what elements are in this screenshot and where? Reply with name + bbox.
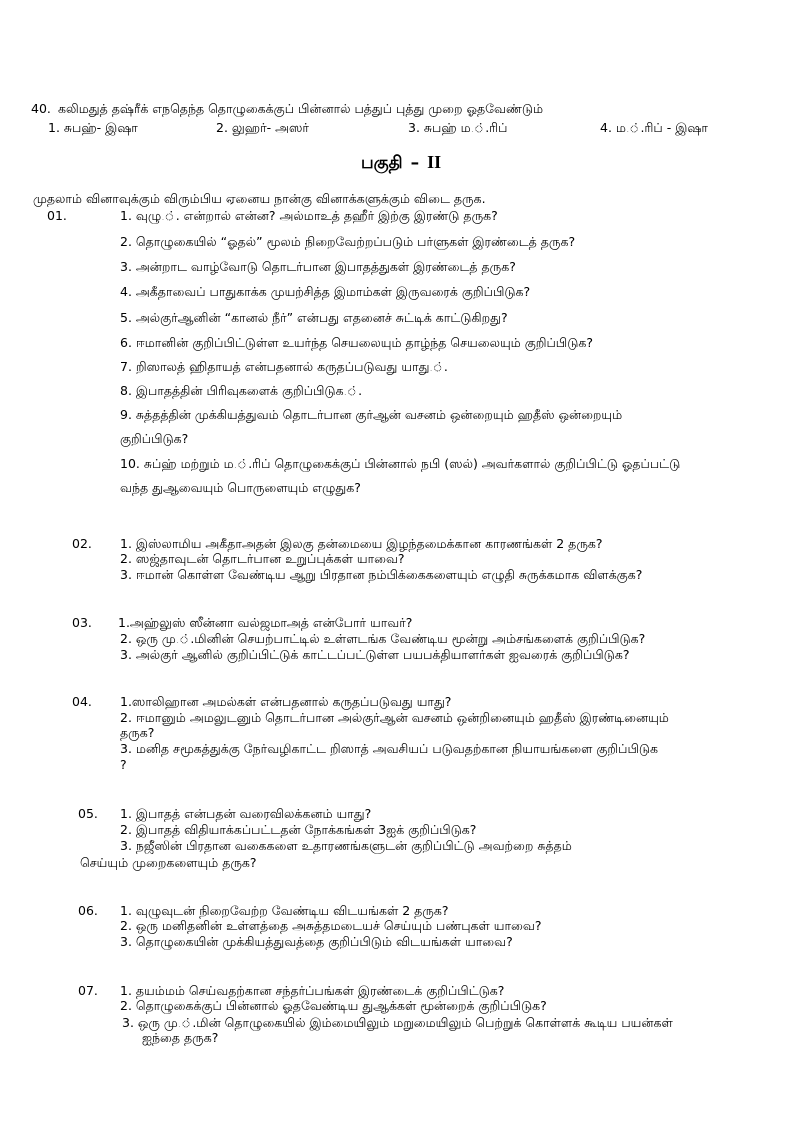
question-item: 10. சுப்ஹ் மற்றும் ம.்.ரிப் தொழுகைக்குப் பின்னால் நபி (ஸல்) அவர்களால் குறிப்பிட்டு ஓதப்பட்டு	[120, 456, 681, 471]
section-roman: II	[427, 152, 442, 172]
question-item: 3. தொழுகையின் முக்கியத்துவத்தை குறிப்பிடும் விடயங்கள் யாவை?	[120, 934, 513, 949]
question-item: 1. இபாதத் என்பதன் வரைவிலக்கனம் யாது?	[120, 806, 372, 821]
question-item: 4. அகீதாவைப் பாதுகாக்க முயற்சித்த இமாம்கள் இருவரைக் குறிப்பிடுக?	[120, 284, 531, 299]
question-number: 02.	[72, 536, 92, 551]
question-item-continuation: தருக?	[120, 725, 155, 740]
question-item: 8. இபாதத்தின் பிரிவுகளைக் குறிப்பிடுக.்.	[120, 383, 363, 398]
question-item: 2. ஸஜ்தாவுடன் தொடர்பான உறுப்புக்கள் யாவை?	[120, 551, 405, 566]
question-number: 01.	[47, 208, 67, 223]
question-item: 1.அஹ்லுஸ் ஸீன்னா வல்ஜமாஅத் என்போர் யாவர்?	[118, 615, 413, 630]
question-number: 04.	[72, 694, 92, 709]
question-item: 3. ஒரு மு.்.மின் தொழுகையில் இம்மையிலும் மறுமையிலும் பெற்றுக் கொள்ளக் கூடிய பயன்கள்	[122, 1015, 673, 1030]
question-item: 1.ஸாலிஹான அமல்கள் என்பதனால் கருதப்படுவது யாது?	[120, 694, 452, 709]
option-1: 1. சுபஹ்- இஷா	[48, 120, 138, 135]
section-dash: –	[410, 153, 420, 173]
question-item: 7. றிஸாலத் ஹிதாயத் என்பதனால் கருதப்படுவது யாது.்.	[120, 359, 448, 374]
option-4: 4. ம.்.ரிப் - இஷா	[600, 120, 708, 135]
question-number: 06.	[78, 903, 98, 918]
question-item: 2. ஒரு மனிதனின் உள்ளத்தை அசுத்தமடையச் செய்யும் பண்புகள் யாவை?	[120, 918, 542, 933]
question-item: 1. இஸ்லாமிய அகீதாஅதன் இலகு தன்மையை இழந்தமைக்கான காரணங்கள் 2 தருக?	[120, 536, 603, 551]
option-2: 2. லுஹர்- அஸர்	[216, 120, 309, 135]
question-item: 1. வுழுவுடன் நிறைவேற்ற வேண்டிய விடயங்கள் 2 தருக?	[120, 903, 449, 918]
question-item: 5. அல்குர்ஆனின் “கானல் நீர்” என்பது எதனைச் சுட்டிக் காட்டுகிறது?	[120, 310, 508, 325]
question-number: 03.	[72, 615, 92, 630]
question-item: 2. ஒரு மு.்.மினின் செயற்பாட்டில் உள்ளடங்க வேண்டிய மூன்று அம்சங்களைக் குறிப்பிடுக?	[120, 631, 646, 646]
question-item: 2. இபாதத் விதியாக்கப்பட்டதன் நோக்கங்கள் 3ஐக் குறிப்பிடுக?	[120, 822, 477, 837]
question-item: 9. சுத்தத்தின் முக்கியத்துவம் தொடர்பான குர்ஆன் வசனம் ஒன்றையும் ஹதீஸ் ஒன்றையும்	[120, 407, 623, 422]
question-item: 2. தொழுகைக்குப் பின்னால் ஓதவேண்டிய துஆக்கள் மூன்றைக் குறிப்பிடுக?	[120, 998, 547, 1013]
question-text: கலிமதுத் தஷ்ரீக் எநதெந்த தொழுகைக்குப் பின்னால் பத்துப் புத்து முறை ஓதவேண்டும்	[58, 101, 544, 116]
question-item-continuation: ஐந்தை தருக?	[142, 1030, 219, 1045]
question-item: 6. ஈமானின் குறிப்பிட்டுள்ள உயர்ந்த செயலையும் தாழ்ந்த செயலையும் குறிப்பிடுக?	[120, 335, 593, 350]
question-number: 07.	[78, 983, 98, 998]
question-item: 3. அன்றாட வாழ்வோடு தொடர்பான இபாதத்துகள் இரண்டைத் தருக?	[120, 259, 516, 274]
question-item: 3. நஜீஸின் பிரதான வகைகளை உதாரணங்களுடன் குறிப்பிட்டு அவற்றை சுத்தம்	[120, 838, 572, 853]
question-item: 2. தொழுகையில் “ஓதல்” மூலம் நிறைவேற்றப்படும் பர்ளுகள் இரண்டைத் தருக?	[120, 234, 576, 249]
question-item-continuation: ?	[120, 757, 127, 772]
question-item-continuation: குறிப்பிடுக?	[120, 431, 189, 446]
question-item: 3. மனித சமூகத்துக்கு நேர்வழிகாட்ட றிஸாத் அவசியப் படுவதற்கான நியாயங்களை குறிப்பிடுக	[120, 741, 659, 756]
instruction: முதலாம் வினாவுக்கும் விரும்பிய ஏனைய நான்கு வினாக்களுக்கும் விடை தருக.	[33, 191, 486, 206]
question-number: 40.	[31, 101, 51, 116]
question-number: 05.	[78, 806, 98, 821]
question-item: 3. அல்குர் ஆனில் குறிப்பிட்டுக் காட்டப்பட்டுள்ள பயபக்தியாளர்கள் ஐவரைக் குறிப்பிடுக?	[120, 647, 630, 662]
question-item: 1. வுழு.். என்றால் என்ன? அல்மாஉத் தஹீர் இற்கு இரண்டு தருக?	[120, 208, 498, 223]
question-item: 2. ஈமானும் அமலுடனும் தொடர்பான அல்குர்ஆன் வசனம் ஒன்றினையும் ஹதீஸ் இரண்டினையும்	[120, 710, 669, 725]
option-3: 3. சுபஹ் ம.்.ரிப்	[408, 120, 508, 135]
question-item: 1. தயம்மம் செய்வதற்கான சந்தர்ப்பங்கள் இரண்டைக் குறிப்பிட்டுக?	[120, 983, 505, 998]
question-item: 3. ஈமான் கொள்ள வேண்டிய ஆறு பிரதான நம்பிக்கைகளையும் எழுதி சுருக்கமாக விளக்குக?	[120, 567, 643, 582]
section-heading	[361, 152, 441, 175]
question-item-continuation: செய்யும் முறைகளையும் தருக?	[80, 855, 257, 870]
question-item-continuation: வந்த துஆவையும் பொருளையும் எழுதுக?	[120, 480, 361, 495]
section-label: பகுதி	[361, 153, 403, 173]
